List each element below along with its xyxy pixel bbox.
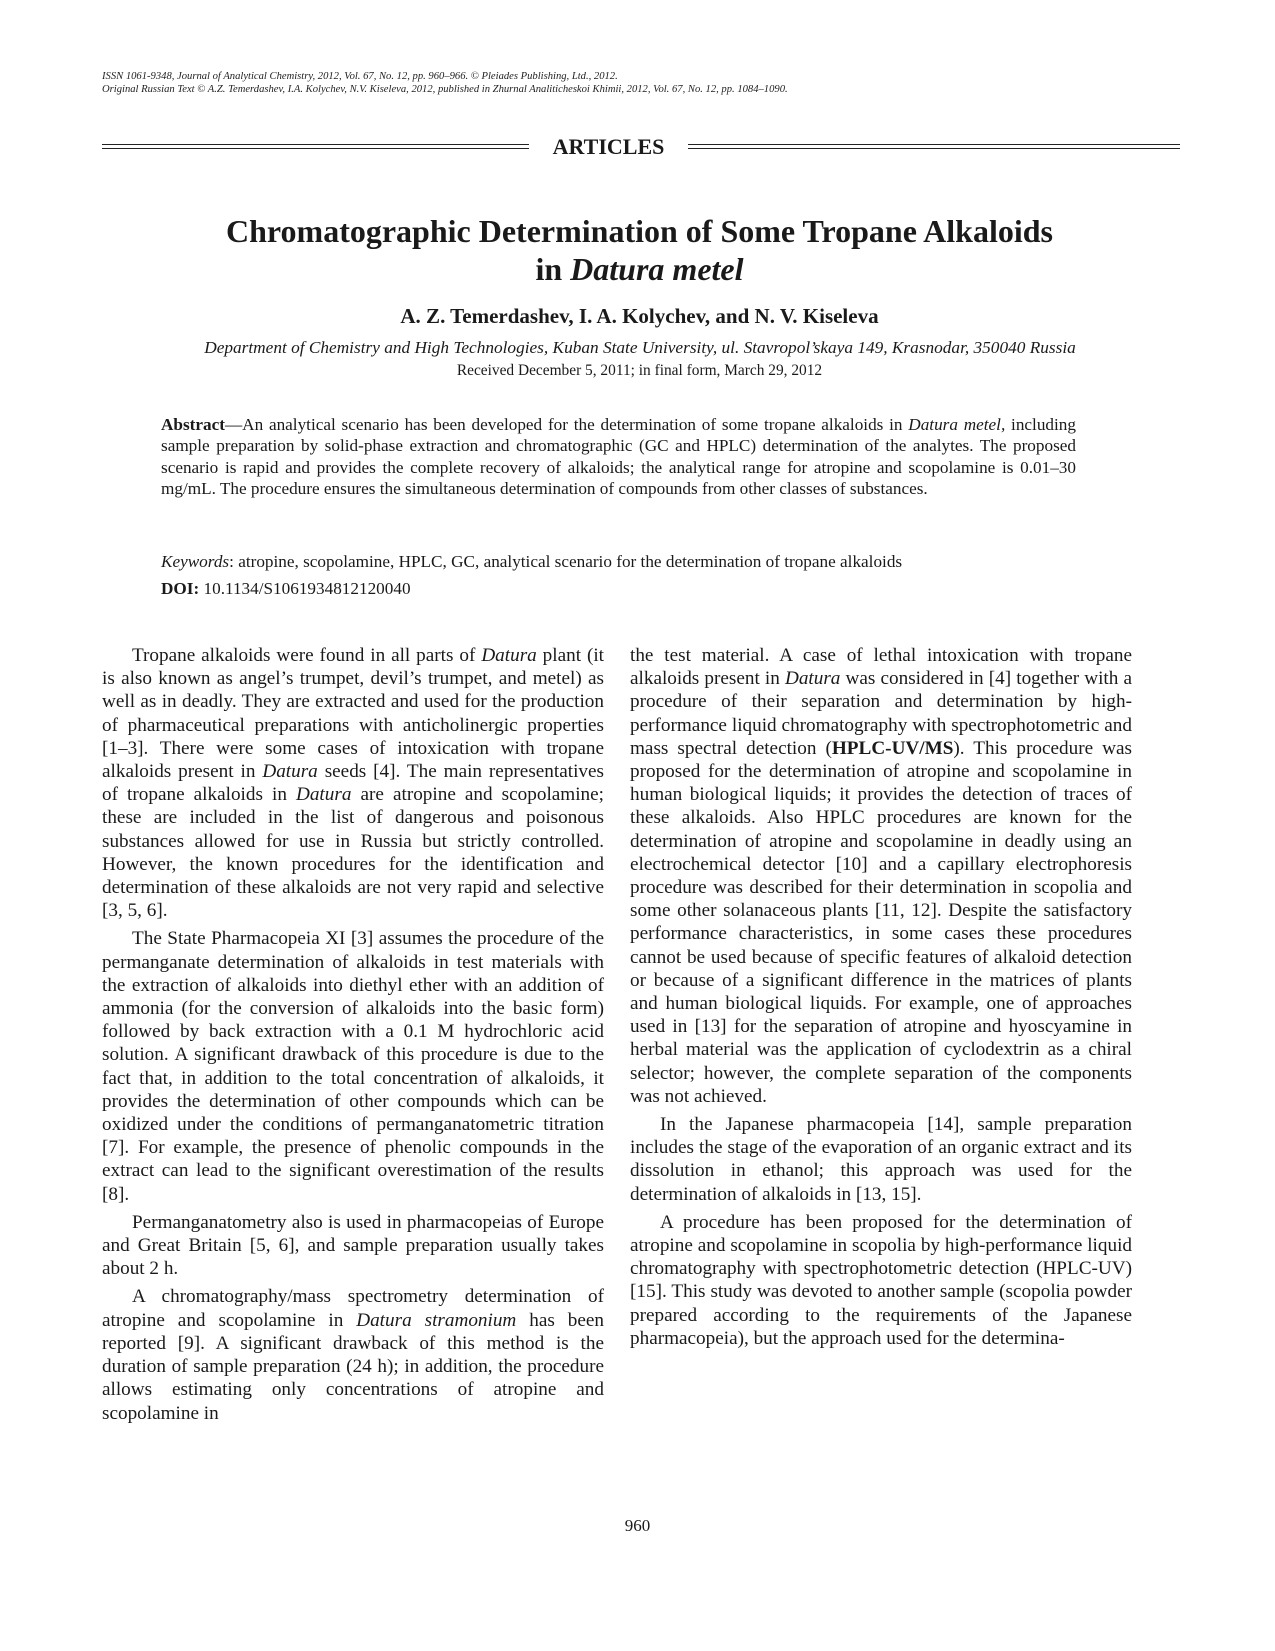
doi-value: 10.1134/S1061934812120040 bbox=[199, 579, 411, 598]
text-run: seeds [4]. The main representatives of tropane alkaloids in bbox=[102, 761, 604, 806]
article-title-prefix: in bbox=[535, 251, 571, 287]
keywords bbox=[161, 551, 1086, 573]
article-title bbox=[102, 212, 1177, 288]
doi bbox=[161, 578, 1076, 600]
text-run: has been reported [9]. A significant drawback of this method is the duration of sample preparation (24 h); in addition, the procedure allows estimating only concentrations of atropine and scopolamine in bbox=[102, 1309, 604, 1424]
author-list: A. Z. Temerdashev, I. A. Kolychev, and N. V. Kiseleva bbox=[400, 304, 879, 328]
section-heading bbox=[102, 134, 1180, 162]
abstract bbox=[161, 414, 1076, 500]
paragraph-permanganatometry: Permanganatometry also is used in pharmacopeias of Europe and Great Britain [5, 6], and sample preparation usually takes about 2 h. bbox=[102, 1211, 604, 1280]
abstract-label: Abstract bbox=[161, 415, 225, 434]
italic-term: Datura bbox=[262, 761, 318, 783]
paragraph-hplc-uv: A procedure has been proposed for the determination of atropine and scopolamine in scopolia by high-performance liquid chromatography with spectrophotometric detection (HPLC-UV) [15]. This study was devoted to another sample (scopolia powder prepared according to the requirements of the Japanese pharmacopeia), but the approach used for the determina- bbox=[630, 1211, 1132, 1349]
paragraph-chromatography-ms bbox=[102, 1285, 604, 1424]
text-run: plant (it is also known as angel’s trumpet, devil’s trumpet, and metel) as well as in deadly. They are extracted and used for the production of pharmaceutical preparations with anticholinergic properties [1–3]. There were some cases of intoxication with tropane alkaloids present in bbox=[102, 645, 605, 783]
section-rule-right bbox=[688, 144, 1180, 149]
italic-term: Datura bbox=[784, 668, 841, 690]
article-title-species: Datura metel bbox=[570, 251, 744, 287]
journal-header-line-2: Original Russian Text © A.Z. Temerdashev, I.A. Kolychev, N.V. Kiseleva, 2012, published in Zhurnal Analiticheskoi Khimii, 2012, Vol. 67, No. 12, pp. 1084–1090. bbox=[102, 84, 788, 95]
journal-header bbox=[102, 70, 1177, 96]
italic-term: Datura bbox=[481, 645, 537, 666]
keywords-label: Keywords bbox=[161, 552, 230, 571]
abstract-text-2: including sample preparation by solid-phase extraction and chromatographic (GC and HPLC) determination of the analytes. The proposed scenario is rapid and provides the complete recovery of alkaloids; the analytical range for atropine and scopolamine is 0.01–30 mg/mL. The procedure ensures the simultaneous determination of compounds from other classes of substances. bbox=[161, 415, 1076, 499]
keywords-text: : atropine, scopolamine, HPLC, GC, analytical scenario for the determination of tropane alkaloids bbox=[229, 552, 903, 571]
page-number: 960 bbox=[624, 1516, 651, 1535]
section-label: ARTICLES bbox=[552, 134, 665, 159]
paragraph-lethal-intoxication bbox=[630, 644, 1132, 1108]
text-run: A chromatography/mass spectrometry determination of atropine and scopolamine in bbox=[102, 1286, 604, 1331]
italic-term: Datura stramonium bbox=[356, 1309, 517, 1331]
italic-term: Datura bbox=[295, 784, 352, 806]
article-title-line-1: Chromatographic Determination of Some Tropane Alkaloids bbox=[226, 213, 1053, 249]
text-run: the test material. A case of lethal intoxication with tropane alkaloids present in bbox=[630, 645, 1132, 690]
text-run: was considered in [4] together with a procedure of their separation and determination by high-performance liquid chromatography with spectrophotometric and mass spectral detection ( bbox=[630, 668, 1132, 759]
text-run: are atropine and scopolamine; these are included in the list of dangerous and poisonous substances allowed for use in Russia but strictly controlled. However, the known procedures for the identification and determination of these alkaloids are not very rapid and selective [3, 5, 6]. bbox=[102, 784, 604, 922]
section-rule-left bbox=[102, 144, 529, 149]
text-run: ). This procedure was proposed for the determination of atropine and scopolamine in human biological liquids; it provides the detection of traces of these alkaloids. Also HPLC procedures are known for the determination of atropine and scopolamine in deadly using an electrochemical detector [10] and a capillary electrophoresis procedure was described for their determination in scopolia and some other solanaceous plants [11, 12]. Despite the satisfactory performance characteristics, in some cases these procedures cannot be used because of specific features of alkaloid detection or because of a significant difference in the matrices of plants and human biological liquids. For example, one of approaches used in [13] for the separation of atropine and hyoscyamine in herbal material was the application of cyclodextrin as a chiral selector; however, the complete separation of the components was not achieved. bbox=[630, 737, 1133, 1107]
abstract-text-1: —An analytical scenario has been developed for the determination of some tropane alkaloids in bbox=[224, 415, 909, 434]
journal-header-line-1: ISSN 1061-9348, Journal of Analytical Chemistry, 2012, Vol. 67, No. 12, pp. 960–966. © Pleiades Publishing, Ltd., 2012. bbox=[102, 71, 618, 82]
article-title-line-2 bbox=[102, 250, 1177, 288]
bold-term: HPLC-UV/MS bbox=[831, 737, 954, 759]
body-column-left bbox=[102, 644, 604, 1430]
paragraph-japanese-pharmacopeia: In the Japanese pharmacopeia [14], sample preparation includes the stage of the evaporation of an organic extract and its dissolution in ethanol; this approach was used for the determination of alkaloids in [13, 15]. bbox=[630, 1114, 1132, 1205]
text-run: Tropane alkaloids were found in all parts of bbox=[132, 645, 482, 666]
paragraph-intro bbox=[102, 644, 604, 922]
affiliation: Department of Chemistry and High Technologies, Kuban State University, ul. Stavropol’skaya 149, Krasnodar, 350040 Russia bbox=[204, 338, 1076, 357]
doi-label: DOI: bbox=[161, 579, 200, 598]
abstract-italic-species: Datura metel, bbox=[908, 415, 1006, 434]
paragraph-state-pharmacopeia: The State Pharmacopeia XI [3] assumes the procedure of the permanganate determination of alkaloids in test materials with the extraction of alkaloids into diethyl ether with an addition of ammonia (for the conversion of alkaloids into the basic form) followed by back extraction with a 0.1 M hydrochloric acid solution. A significant drawback of this procedure is due to the fact that, in addition to the total concentration of alkaloids, it provides the determination of other compounds which can be oxidized under the conditions of permanganatometric titration [7]. For example, the presence of phenolic compounds in the extract can lead to the significant overestimation of the results [8]. bbox=[102, 928, 604, 1205]
body-column-right bbox=[630, 644, 1132, 1355]
received-dates: Received December 5, 2011; in final form, March 29, 2012 bbox=[456, 362, 823, 379]
